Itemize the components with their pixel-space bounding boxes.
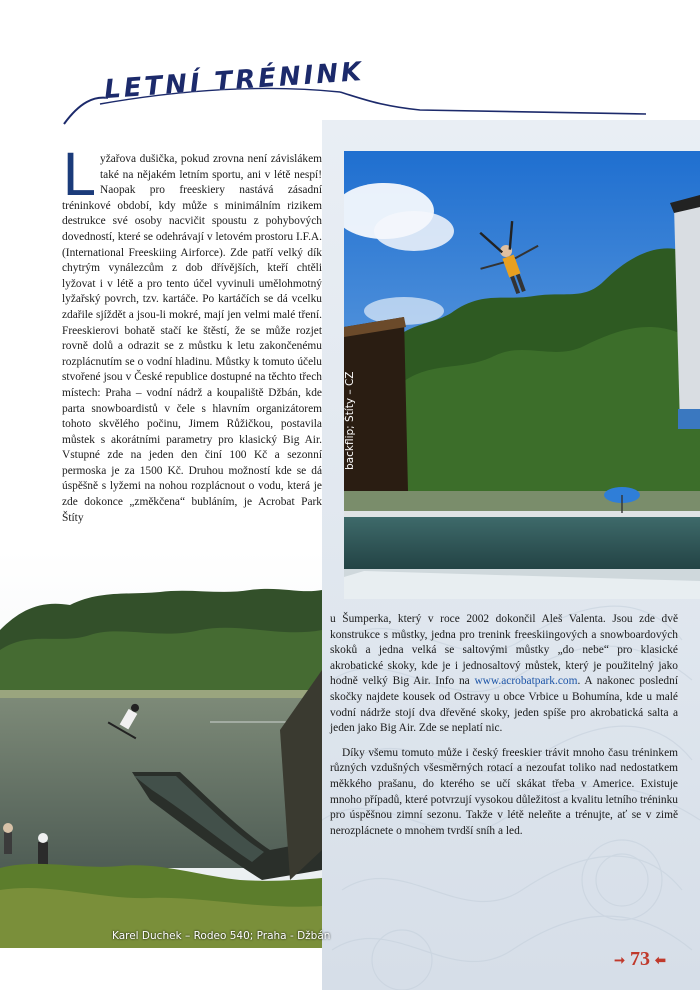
intro-text: yžařova dušička, pokud zrovna není závislákem také na nějakém letním sportu, ani v létě nespí! Naopak pro freeskiery nastává zásadní tréninkové období, kdy může s minimálním rizikem destrukce své osoby nacvičit spoustu z pohybových dovedností, které se odehrávají v letovém prostoru I.F.A. (International Freeskiing Airforce). Zde patří velký dík chytrým vynálezcům z dob dřívějších, kteří chtěli lyžovat i v létě a pro tento účel vyvinuli umělohmotný lyžařský povrch, tzv. kartáče. Po kartáčích se dá vcelku zdařile sjíždět a jsou-li mokré, mají jen velmi malé tření. Freeskierovi bohatě stačí ke štěstí, že se může rozjet rovně dolů a odrazit se z můstku k letu zakončenému rozplácnutím se o vodní hladinu. Můstky k tomuto účelu stvořené jsou v České republice dostupné na těchto třech místech: Praha – vodní nádrž a koupaliště Džbán, kde parta snowboardistů v čele s hlavním organizátorem tohoto skvělého počinu, Jimem Růžičkou, postavila můstek s akorátními parametry pro klasický Big Air. Vstupné zde na jeden den činí 100 Kč a sezonní permoska je za 1500 Kč. Druhou možností kde se dá úspěšně s lyžemi na nohou rozplácnout o vodu, která je zde dokonce „změkčena“ bubláním, je Acrobat Park Štíty xyxy=(62,153,322,524)
paragraph-1 xyxy=(330,612,678,737)
photo-rodeo xyxy=(0,550,322,948)
page-number-value: 73 xyxy=(630,948,650,970)
caption-rodeo: Karel Duchek – Rodeo 540; Praha - Džbán xyxy=(112,930,331,942)
title-block xyxy=(60,56,660,132)
photo-backflip xyxy=(344,151,700,599)
arrow-left-icon: ⬅ xyxy=(655,952,666,968)
intro-paragraph xyxy=(62,141,322,526)
paragraph-1-text-b: . A nakonec poslední skočky najdete kousek od Ostravy u obce Vrbice u Bohumína, kde u malé vodní nádrže stojí dva dřevěné skoky, jeden spíše pro akrobatická salta a jeden jako Big Air. Zde se neplatí nic. xyxy=(330,675,678,735)
arrow-right-icon: ➞ xyxy=(614,952,625,968)
page-number xyxy=(610,948,670,972)
photo-backflip-image xyxy=(344,151,700,599)
paragraph-1-text-a: u Šumperka, který v roce 2002 dokončil Aleš Valenta. Jsou zde dvě konstrukce s můstky, jedna pro trenink freeskiingových a snowboardových skoků a jedna velká se saltovými můstky „do nebe“ pro klasické akrobatické skoky, kde je i jednosaltový můstek, který je použitelný jako hodně velký Big Air. Info na xyxy=(330,613,678,688)
text-column-left xyxy=(62,141,322,526)
article-title: LETNÍ TRÉNINK xyxy=(103,56,366,106)
paragraph-2: Díky všemu tomuto může i český freeskier trávit mnoho času tréninkem různých vzdušných všesměrných rotací a nezoufat toliko nad nedostatkem měkkého prašanu, do kterého se učí skákat třeba v Americe. Existuje mnoho případů, které potvrzují vysokou důležitost a kvalitu letního tréninku pro úspěšnou zimní sezonu. Takže v létě neleňte a trénujte, ať se v zimě nerozplácnete o mnohem tvrdší sníh a led. xyxy=(330,746,678,837)
acrobatpark-link[interactable]: www.acrobatpark.com xyxy=(474,675,578,688)
caption-backflip: backflip; Štíty – CZ xyxy=(344,371,356,470)
photo-rodeo-image xyxy=(0,550,322,948)
drop-cap: L xyxy=(62,141,95,209)
text-column-right xyxy=(330,612,678,839)
